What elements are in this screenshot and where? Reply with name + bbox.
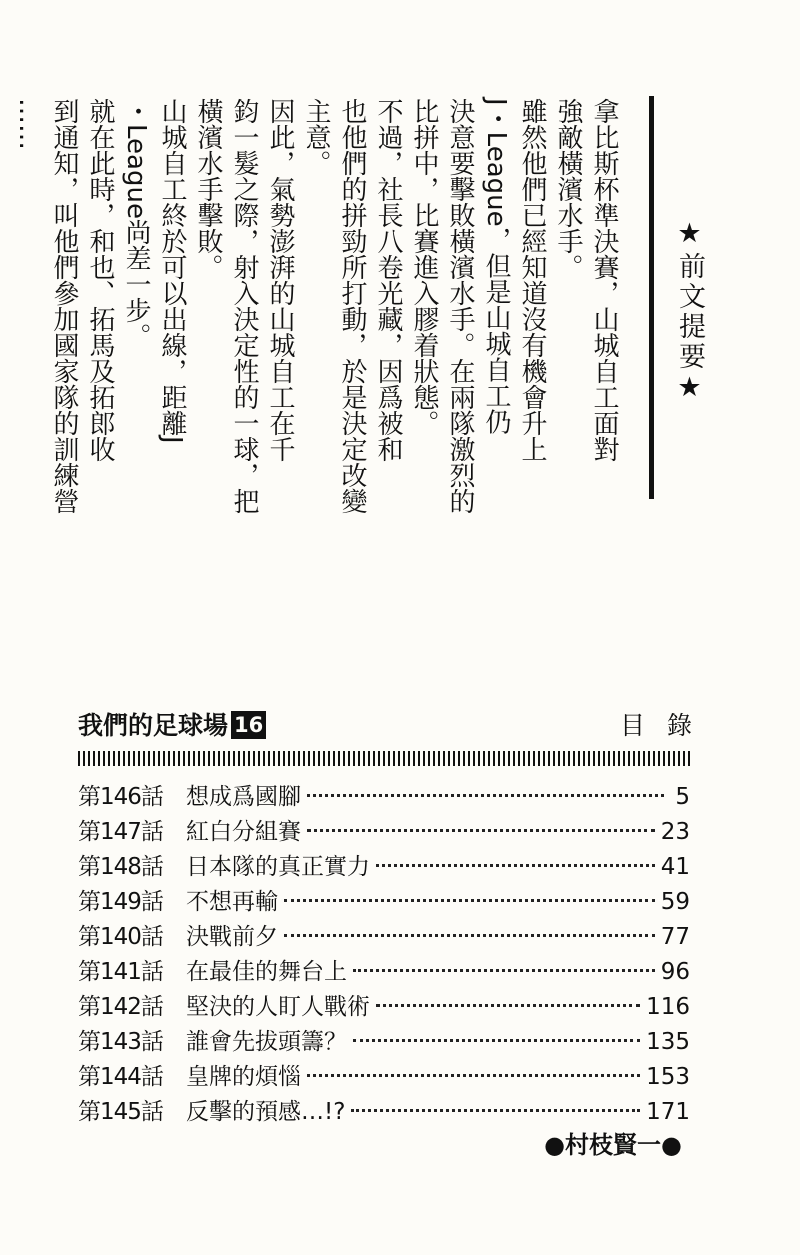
chapter-number: 第143話 — [78, 1029, 163, 1055]
dot-leader — [376, 864, 655, 867]
page-number: 96 — [660, 959, 690, 985]
toc-entry[interactable] — [78, 848, 690, 883]
chapter-title: 堅決的人盯人戰術 — [186, 994, 370, 1020]
toc-entry[interactable] — [78, 813, 690, 848]
toc-entry[interactable] — [78, 1023, 690, 1058]
chapter-number: 第145話 — [78, 1099, 163, 1125]
chapter-number: 第142話 — [78, 994, 163, 1020]
chapter-title: 紅白分組賽 — [186, 819, 301, 845]
page-number: 41 — [660, 854, 690, 880]
book-title-text: 我們的足球場 — [78, 711, 229, 740]
synopsis-line: 比拼中，比賽進入膠着狀態。 — [409, 98, 439, 436]
synopsis-line: 鈞一髮之際，射入決定性的一球，把 — [229, 98, 259, 514]
dot-leader — [284, 899, 655, 902]
chapter-number: 第144話 — [78, 1064, 163, 1090]
toc-list — [78, 778, 690, 1128]
chapter-number: 第149話 — [78, 889, 163, 915]
dot-leader — [376, 1004, 640, 1007]
page-number: 59 — [660, 889, 690, 915]
chapter-title: 反擊的預感…!? — [186, 1099, 346, 1125]
dot-leader — [351, 1109, 640, 1112]
synopsis-line: 橫濱水手擊敗。 — [193, 98, 223, 280]
chapter-title: 不想再輸 — [186, 889, 278, 915]
dot-leader — [307, 1074, 640, 1077]
toc-label: 目錄 — [619, 711, 714, 740]
page-number: 171 — [646, 1099, 690, 1125]
book-title — [78, 706, 266, 742]
page-number: 116 — [646, 994, 690, 1020]
synopsis-line: 因此，氣勢澎湃的山城自工在千 — [265, 98, 295, 462]
chapter-title: 日本隊的真正實力 — [186, 854, 370, 880]
dot-leader — [284, 934, 655, 937]
synopsis-line: 就在此時，和也、拓馬及拓郎收 — [85, 98, 115, 462]
toc-entry[interactable] — [78, 918, 690, 953]
synopsis-line: …… — [13, 98, 43, 150]
synopsis-divider — [649, 96, 654, 499]
page-number: 153 — [646, 1064, 690, 1090]
dot-leader — [353, 1039, 640, 1042]
page-number: 5 — [675, 784, 690, 810]
page-number: 135 — [646, 1029, 690, 1055]
synopsis-line: J・League，但是山城自工仍 — [481, 98, 511, 435]
synopsis-line: 不過，社長八卷光藏，因爲被和 — [373, 98, 403, 462]
synopsis-line: ・League尚差一步。 — [121, 98, 151, 349]
toc-header — [78, 700, 714, 744]
toc-entry[interactable] — [78, 883, 690, 918]
chapter-number: 第146話 — [78, 784, 163, 810]
chapter-number: 第147話 — [78, 819, 163, 845]
chapter-number: 第141話 — [78, 959, 163, 985]
synopsis-line: 雖然他們已經知道沒有機會升上 — [517, 98, 547, 462]
toc-entry[interactable] — [78, 988, 690, 1023]
synopsis-body — [10, 98, 622, 518]
chapter-number: 第140話 — [78, 924, 163, 950]
synopsis-line: 拿比斯杯準決賽，山城自工面對 — [589, 98, 619, 462]
barcode-divider — [78, 751, 693, 766]
page-number: 77 — [660, 924, 690, 950]
synopsis-title: ★前文提要★ — [674, 218, 705, 406]
chapter-title: 誰會先拔頭籌？ — [186, 1029, 347, 1055]
chapter-title: 想成爲國腳 — [186, 784, 301, 810]
toc-entry[interactable] — [78, 953, 690, 988]
toc-entry[interactable] — [78, 1093, 690, 1128]
toc-entry[interactable] — [78, 1058, 690, 1093]
dot-leader — [353, 969, 655, 972]
synopsis-line: 到通知，叫他們參加國家隊的訓練營 — [49, 98, 79, 514]
chapter-title: 在最佳的舞台上 — [186, 959, 347, 985]
synopsis-line: 決意要擊敗橫濱水手。在兩隊激烈的 — [445, 98, 475, 514]
dot-leader — [307, 794, 664, 797]
chapter-number: 第148話 — [78, 854, 163, 880]
author-credit: ●村枝賢一● — [544, 1131, 682, 1159]
synopsis-line: 也他們的拼勁所打動，於是決定改變 — [337, 98, 367, 514]
toc-entry[interactable] — [78, 778, 690, 813]
volume-badge: 16 — [231, 711, 266, 739]
synopsis-line: 主意。 — [301, 98, 331, 176]
synopsis-line: 山城自工終於可以出線，距離J — [157, 98, 187, 444]
chapter-title: 決戰前夕 — [186, 924, 278, 950]
page-number: 23 — [660, 819, 690, 845]
synopsis-line: 強敵橫濱水手。 — [553, 98, 583, 280]
dot-leader — [307, 829, 655, 832]
chapter-title: 皇牌的煩惱 — [186, 1064, 301, 1090]
